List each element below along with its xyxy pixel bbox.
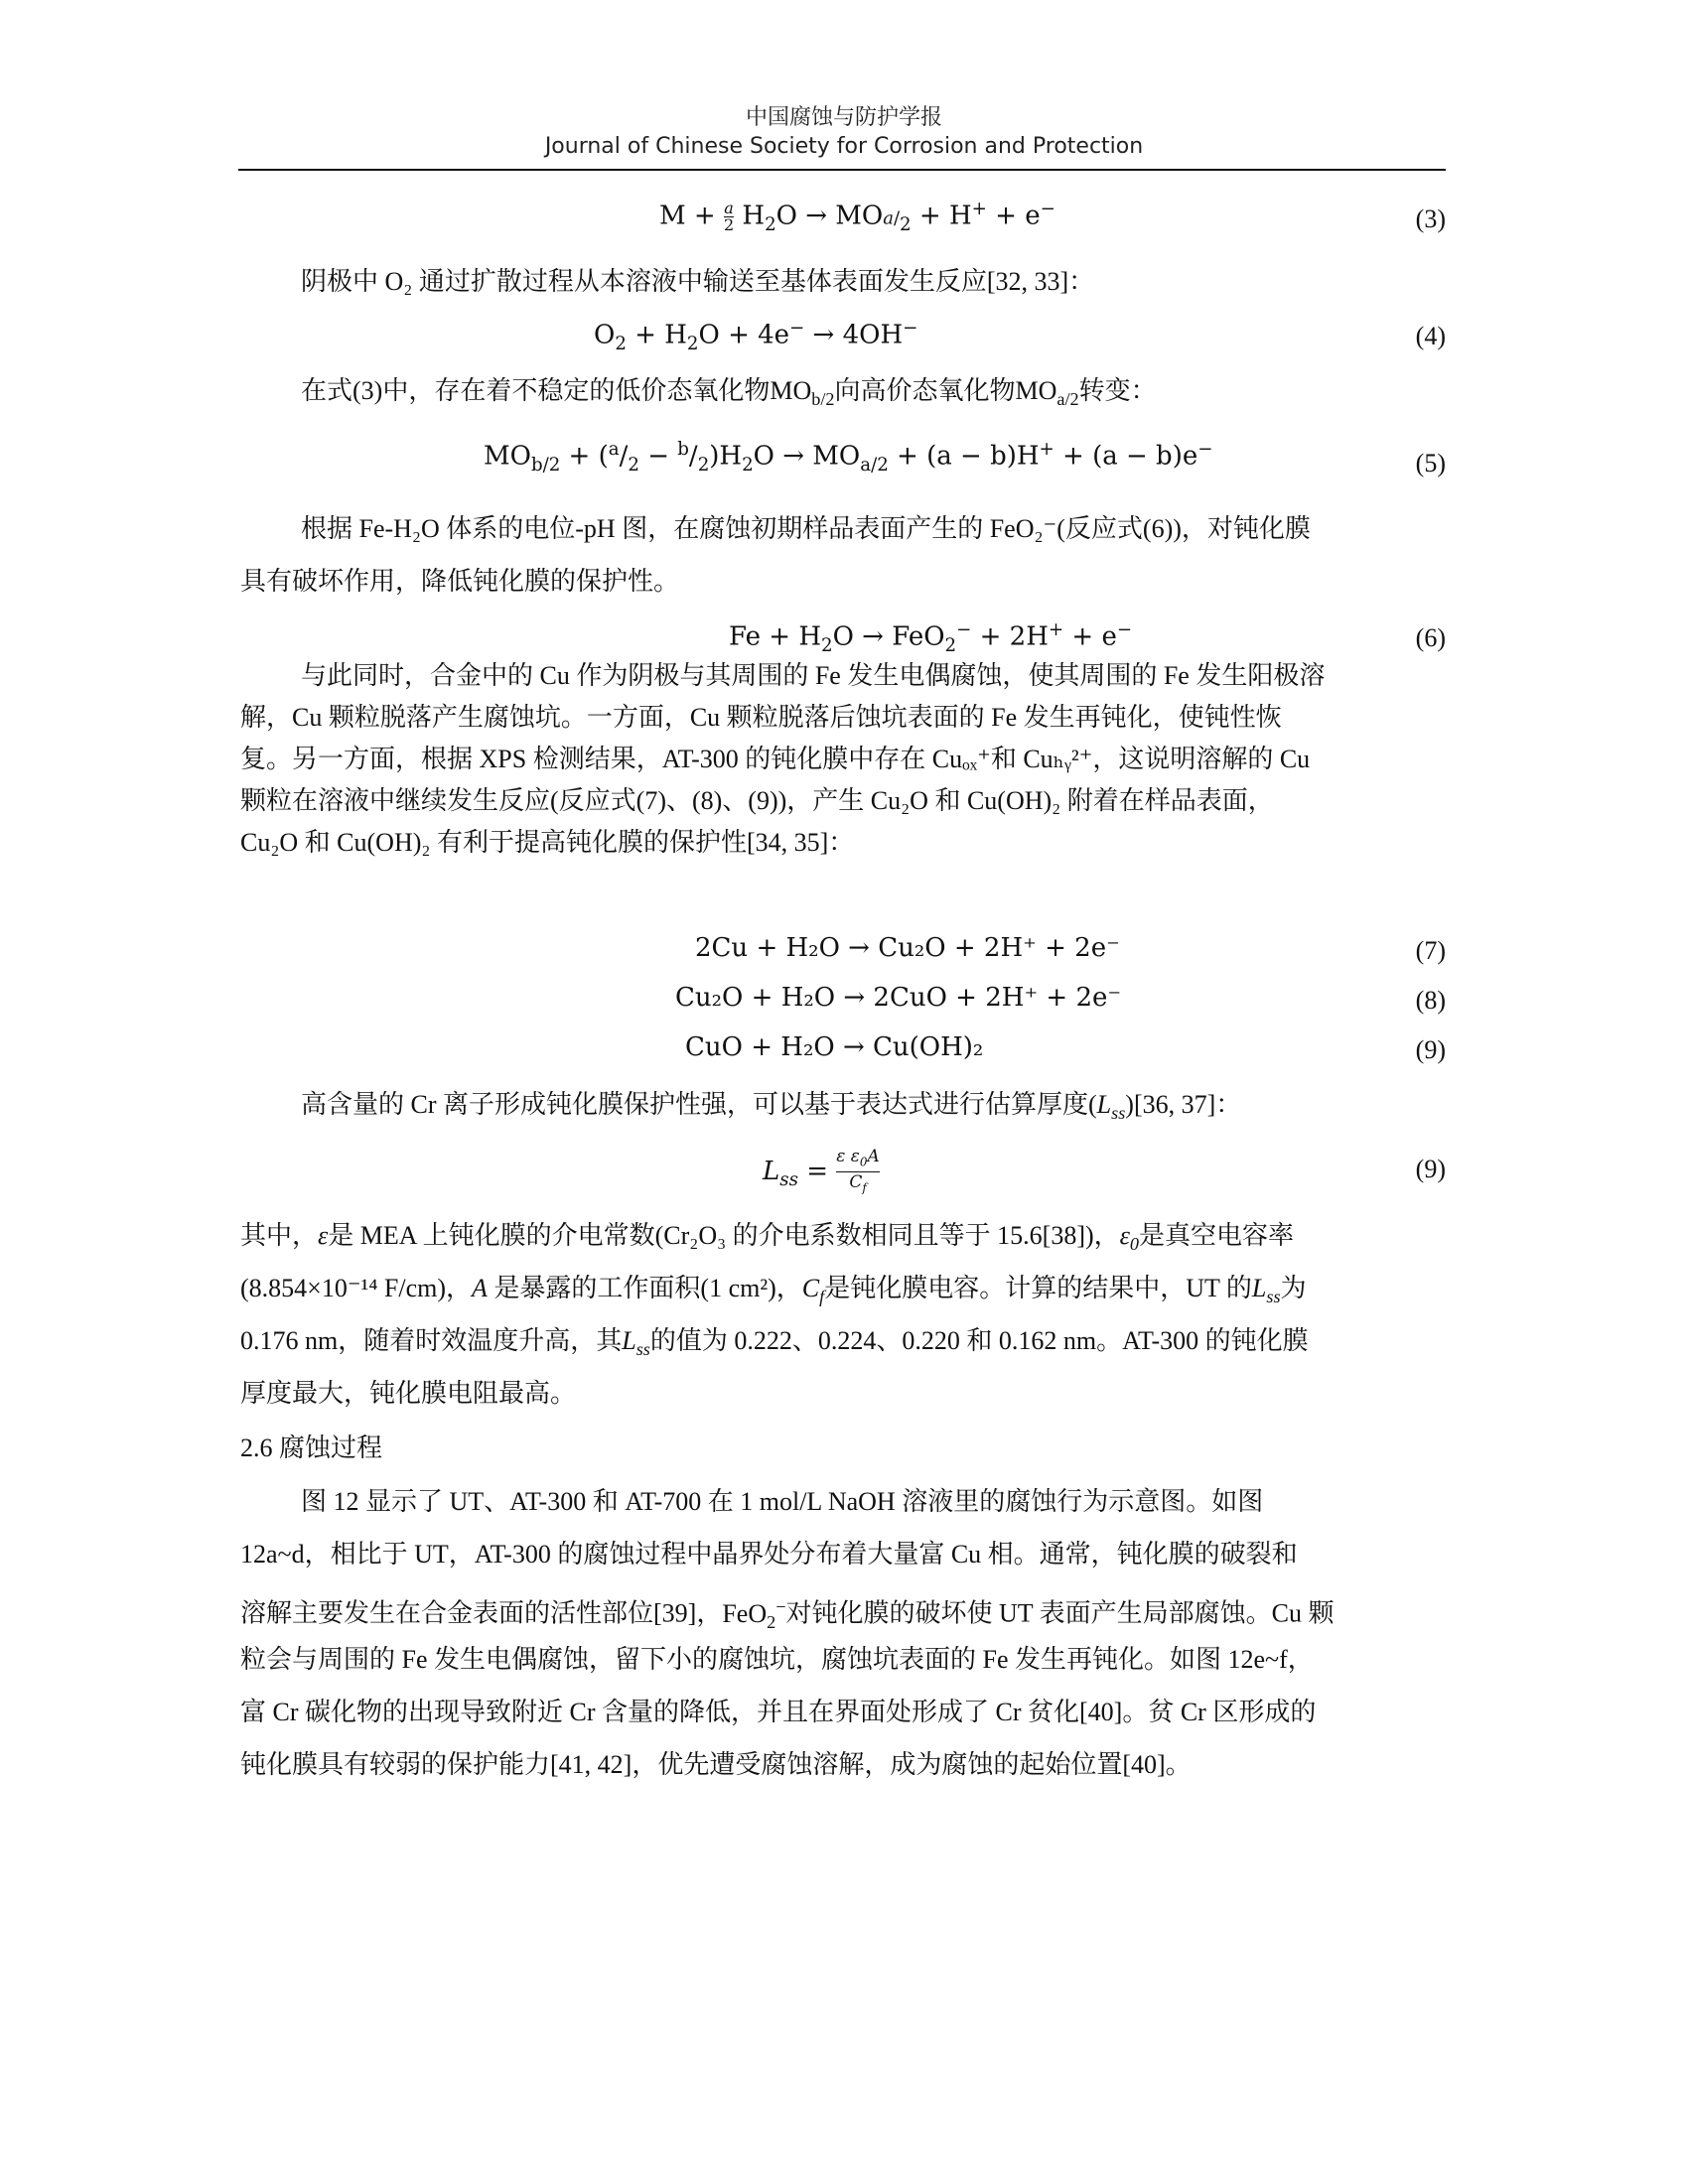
eps3-text-b: 的值为 0.222、0.224、0.220 和 0.162 nm。AT-300 的钝化膜: [649, 1326, 1309, 1355]
inline-mo-a2: $MO_{a/2}$: [1015, 376, 1079, 410]
inline-lss: $L_{ss}$: [1096, 1090, 1126, 1124]
paragraph-cu-line4: 颗粒在溶液中继续发生反应(反应式(7)、(8)、(9))，产生 Cu₂O 和 Cu(OH)₂ 附着在样品表面，: [240, 786, 1274, 815]
cr-text-a: 高含量的 Cr 离子形成钝化膜保护性强，可以基于表达式进行估算厚度(: [301, 1090, 1097, 1119]
symbol-cf: $C_f$: [801, 1274, 825, 1307]
paragraph-cu-line1: 与此同时，合金中的 Cu 作为阴极与其周围的 Fe 发生电偶腐蚀，使其周围的 Fe 发生阳极溶: [301, 661, 1326, 690]
symbol-a: A: [472, 1274, 488, 1302]
equation-6: $Fe + H_2O \to FeO_2^- + 2H^+ + e^-$: [729, 619, 1133, 656]
equation-4: $O_2 + H_2O + 4e^- \to 4OH^-$: [594, 318, 918, 354]
paragraph-eps-line3: [240, 1320, 1446, 1370]
paragraph-cu-line5: Cu₂O 和 Cu(OH)₂ 有利于提高钝化膜的保护性[34, 35]：: [240, 828, 855, 857]
symbol-epsilon0: $\varepsilon_0$: [1119, 1221, 1139, 1255]
section-heading: 2.6 腐蚀过程: [240, 1433, 383, 1462]
s3-text-b: 对钝化膜的破坏使 UT 表面产生局部腐蚀。Cu 颗: [785, 1598, 1335, 1628]
eps2-text-c: 是钝化膜电容。计算的结果中，UT 的: [824, 1274, 1252, 1302]
inline-mo-b2: $MO_{b/2}$: [770, 376, 835, 410]
symbol-lss-2: $L_{ss}$: [622, 1326, 650, 1360]
equation-7-number: (7): [1415, 936, 1446, 965]
journal-title-en: Journal of Chinese Society for Corrosion and Protection: [544, 134, 1144, 159]
s3-text-a: 溶解主要发生在合金表面的活性部位[39]，: [240, 1598, 723, 1628]
eps-text-c: 是真空电容率: [1139, 1221, 1295, 1250]
header-rule: [238, 169, 1446, 171]
paragraph-s-line4: 粒会与周围的 Fe 发生电偶腐蚀，留下小的腐蚀坑，腐蚀坑表面的 Fe 发生再钝化。如图 12e~f，: [240, 1645, 1314, 1674]
paragraph-eq3-transition: [301, 370, 1446, 420]
eps2-text-b: 是暴露的工作面积(1 cm²)，: [487, 1274, 802, 1302]
equation-lss-number: (9): [1415, 1155, 1446, 1183]
paragraph-s-line2: 12a~d，相比于 UT，AT-300 的腐蚀过程中晶界处分布着大量富 Cu 相。通常，钝化膜的破裂和: [240, 1540, 1298, 1569]
eps3-text-a: 0.176 nm，随着时效温度升高，其: [240, 1326, 623, 1355]
paragraph-s-line6: 钝化膜具有较弱的保护能力[41, 42]，优先遭受腐蚀溶解，成为腐蚀的起始位置[40]。: [240, 1750, 1192, 1779]
equation-7: 2Cu + H₂O → Cu₂O + 2H⁺ + 2e⁻: [695, 933, 1120, 963]
paragraph-cu-line3: 复。另一方面，根据 XPS 检测结果，AT-300 的钝化膜中存在 Cuₒₓ⁺和 Cuₕᵧ²⁺，这说明溶解的 Cu: [240, 745, 1311, 773]
paragraph-fe-ph-line1: 根据 Fe-H₂O 体系的电位-pH 图，在腐蚀初期样品表面产生的 FeO₂⁻(反应式(6))，对钝化膜: [301, 514, 1311, 543]
symbol-lss: $L_{ss}$: [1251, 1274, 1281, 1307]
equation-9-number: (9): [1415, 1035, 1446, 1064]
paragraph-eps-line4: 厚度最大，钝化膜电阻最高。: [240, 1379, 577, 1408]
paragraph-eps-line2: [240, 1268, 1446, 1317]
eq3-text-b: 向高价态氧化物: [834, 376, 1016, 405]
paragraph-s-line3: [240, 1586, 1446, 1643]
paragraph-cr: [301, 1084, 1446, 1134]
equation-8-number: (8): [1415, 986, 1446, 1015]
equation-5-number: (5): [1415, 449, 1446, 478]
cr-text-b: )[36, 37]：: [1125, 1090, 1242, 1119]
equation-9: CuO + H₂O → Cu(OH)₂: [685, 1032, 984, 1062]
paragraph-fe-ph-line2: 具有破坏作用，降低钝化膜的保护性。: [240, 567, 680, 596]
paragraph-s-line1: 图 12 显示了 UT、AT-300 和 AT-700 在 1 mol/L NaOH 溶液里的腐蚀行为示意图。如图: [301, 1487, 1264, 1516]
symbol-epsilon: ε: [318, 1221, 329, 1250]
paragraph-cathode: 阴极中 O₂ 通过扩散过程从本溶液中输送至基体表面发生反应[32, 33]：: [301, 267, 1095, 296]
equation-3: M + $\frac{a}{2}$ $H_2O \to MOa/_2 + H^+ + e^-$: [659, 199, 1055, 235]
eq3-text-c: 转变：: [1078, 376, 1157, 405]
eps-text-b: 是 MEA 上钝化膜的介电常数(Cr₂O₃ 的介电系数相同且等于 15.6[38])，: [328, 1221, 1120, 1250]
journal-title-cn: 中国腐蚀与防护学报: [745, 105, 942, 130]
paragraph-cu-line2: 解，Cu 颗粒脱落产生腐蚀坑。一方面，Cu 颗粒脱落后蚀坑表面的 Fe 发生再钝化，使钝性恢: [240, 703, 1282, 732]
paragraph-s-line5: 富 Cr 碳化物的出现导致附近 Cr 含量的降低，并且在界面处形成了 Cr 贫化[40]。贫 Cr 区形成的: [240, 1698, 1317, 1726]
eps2-text-a: (8.854×10⁻¹⁴ F/cm)，: [240, 1274, 473, 1302]
equation-3-number: (3): [1415, 205, 1446, 233]
eps-text-a: 其中，: [240, 1221, 319, 1250]
equation-8: Cu₂O + H₂O → 2CuO + 2H⁺ + 2e⁻: [675, 983, 1122, 1013]
eq3-text-a: 在式(3)中，存在着不稳定的低价态氧化物: [301, 376, 771, 405]
equation-6-number: (6): [1415, 623, 1446, 652]
paragraph-eps-line1: [240, 1215, 1446, 1265]
equation-5: $MO_{b/2} + (^a/_2 - ^b/_2)H_2O \to MO_{a/2} + (a - b)H^+ + (a - b)e^-$: [484, 439, 1213, 476]
equation-4-number: (4): [1415, 322, 1446, 350]
eps2-text-d: 为: [1280, 1274, 1307, 1302]
inline-feo2: FeO$_2$−: [722, 1596, 786, 1632]
equation-lss: $L_{ss}$ = $\frac{\varepsilon \varepsilon_0A}{C_f}$: [763, 1147, 880, 1195]
